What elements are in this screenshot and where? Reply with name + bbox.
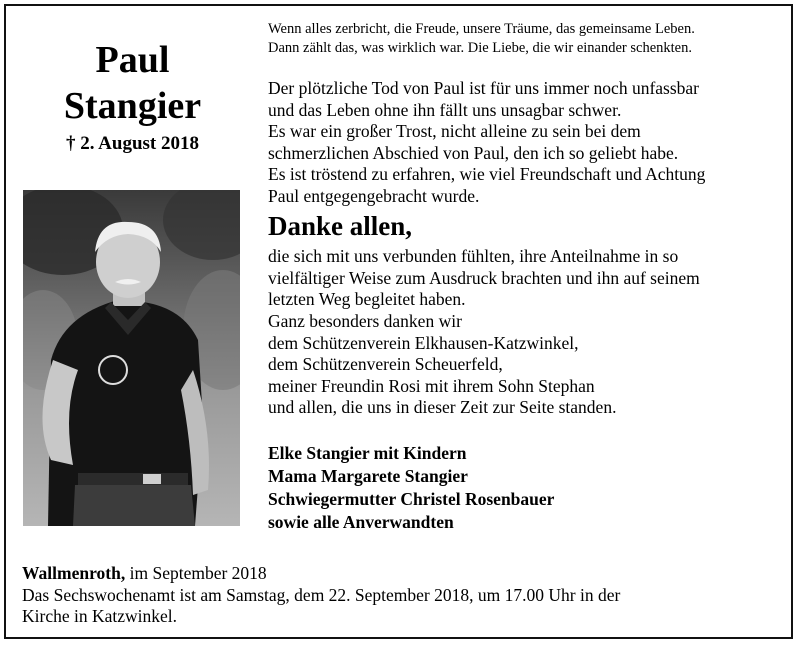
place: Wallmenroth, bbox=[22, 563, 126, 583]
deceased-first-name: Paul bbox=[95, 39, 170, 81]
intro-paragraph bbox=[268, 78, 788, 207]
special-thanks-line: Ganz besonders danken wir bbox=[268, 311, 462, 331]
signers-list bbox=[268, 442, 788, 534]
thanks-heading: Danke allen, bbox=[268, 211, 413, 241]
special-thanks-line: und allen, die uns in dieser Zeit zur Seite standen. bbox=[268, 397, 617, 417]
thanks-line: letzten Weg begleitet haben. bbox=[268, 289, 466, 309]
thanks-paragraph bbox=[268, 246, 788, 311]
portrait-photo bbox=[23, 190, 240, 526]
footer bbox=[22, 563, 782, 628]
intro-line: Es ist tröstend zu erfahren, wie viel Freundschaft und Achtung bbox=[268, 164, 706, 184]
signer: Schwiegermutter Christel Rosenbauer bbox=[268, 489, 555, 509]
motto-quote bbox=[268, 20, 788, 58]
portrait-photo-icon bbox=[23, 190, 240, 526]
special-thanks-paragraph bbox=[268, 311, 788, 419]
death-date: † 2. August 2018 bbox=[65, 133, 200, 154]
intro-line: und das Leben ohne ihn fällt uns unsagbar schwer. bbox=[268, 99, 622, 120]
signer: Elke Stangier mit Kindern bbox=[268, 443, 467, 463]
special-thanks-line: dem Schützenverein Scheuerfeld, bbox=[268, 354, 503, 374]
signer: Mama Margarete Stangier bbox=[268, 466, 468, 486]
place-date-line bbox=[22, 563, 782, 585]
signer: sowie alle Anverwandten bbox=[268, 512, 454, 532]
thanks-line: die sich mit uns verbunden fühlten, ihre Anteilnahme in so bbox=[268, 246, 679, 266]
thanks-line: vielfältiger Weise zum Ausdruck brachten und ihn auf seinem bbox=[268, 267, 700, 288]
date-text: im September 2018 bbox=[125, 563, 267, 583]
intro-line: Es war ein großer Trost, nicht alleine zu sein bei dem bbox=[268, 121, 641, 141]
intro-line: Der plötzliche Tod von Paul ist für uns immer noch unfassbar bbox=[268, 78, 700, 98]
special-thanks-line: dem Schützenverein Elkhausen-Katzwinkel, bbox=[268, 332, 579, 353]
intro-line: schmerzlichen Abschied von Paul, den ich so geliebt habe. bbox=[268, 142, 679, 163]
motto-line: Wenn alles zerbricht, die Freude, unsere Träume, das gemeinsame Leben. bbox=[268, 21, 695, 37]
special-thanks-line: meiner Freundin Rosi mit ihrem Sohn Stephan bbox=[268, 375, 595, 396]
motto-line: Dann zählt das, was wirklich war. Die Liebe, die wir einander schenkten. bbox=[268, 40, 692, 56]
service-line: Das Sechswochenamt ist am Samstag, dem 22. September 2018, um 17.00 Uhr in der bbox=[22, 584, 621, 605]
intro-line: Paul entgegengebracht wurde. bbox=[268, 185, 480, 206]
service-line: Kirche in Katzwinkel. bbox=[22, 606, 178, 626]
deceased-last-name: Stangier bbox=[63, 85, 202, 127]
